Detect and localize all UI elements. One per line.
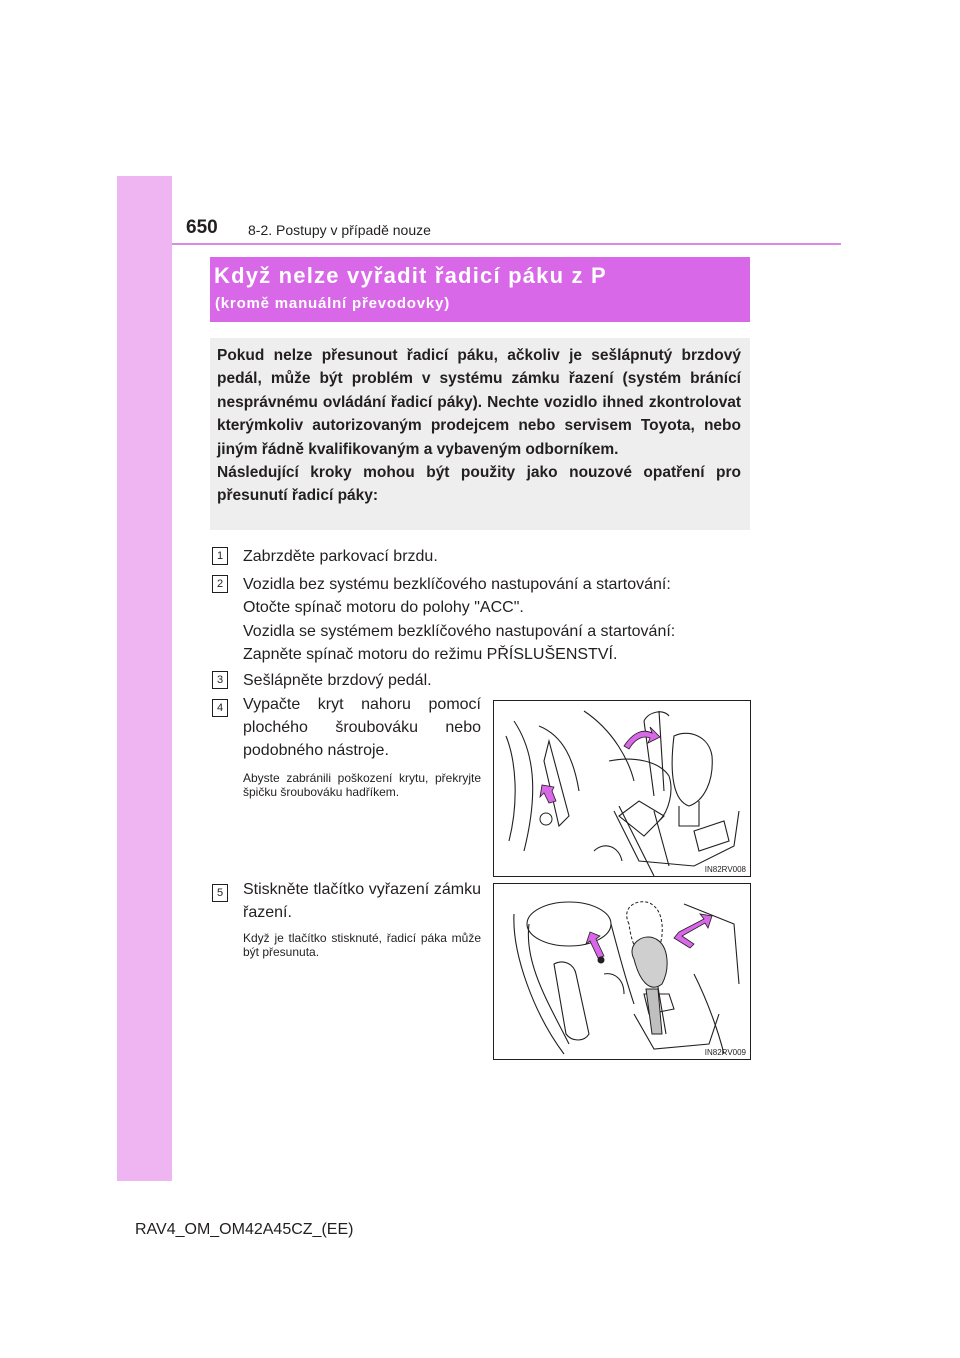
step-2-line-3: Vozidla se systémem bezklíčového nastupování a startování: — [243, 623, 676, 640]
step-5-text: Stiskněte tlačítko vyřazení zámku řazení. — [243, 881, 481, 921]
step-number-1: 1 — [212, 547, 228, 565]
sidebar-tab — [117, 176, 172, 1181]
step-2-line-1: Vozidla bez systému bezklíčového nastupování a startování: — [243, 576, 671, 593]
page-number: 650 — [186, 217, 218, 238]
down-arrow — [540, 785, 556, 803]
header-rule — [172, 243, 841, 245]
step-number-3: 3 — [212, 671, 228, 689]
page-subtitle: (kromě manuální převodovky) — [215, 295, 450, 312]
step-4-note: Abyste zabránili poškození krytu, překryjte špičku šroubováku hadříkem. — [243, 771, 481, 799]
intro-paragraph: Pokud nelze přesunout řadicí páku, ačkoliv je sešlápnutý brzdový pedál, může být problém v systému zámku řazení (systém bránící nesprávnému ovládání řadicí páky). Nechte vozidlo ihned zkontrolovat kterýmkoliv autorizovaným prodejcem nebo servisem Toyota, nebo jiným řádně kvalifikovaným a vybaveným odborníkem. — [217, 347, 741, 458]
footer-doc-code: RAV4_OM_OM42A45CZ_(EE) — [135, 1221, 354, 1238]
figure-label-1: IN82RV008 — [704, 865, 746, 874]
step-number-4: 4 — [212, 699, 228, 717]
intro-box — [210, 338, 750, 530]
intro-text — [217, 344, 741, 508]
step-5-note: Když je tlačítko stisknuté, řadicí páka může být přesunuta. — [243, 931, 481, 959]
figure-shift-lock-button — [493, 883, 751, 1060]
step-4-text: Vypačte kryt nahoru pomocí plochého šroubováku nebo podobného nástroje. — [243, 696, 481, 759]
shift-cover-illustration — [494, 701, 750, 876]
title-box — [210, 257, 750, 322]
shift-lock-illustration — [494, 884, 750, 1059]
page-title: Když nelze vyřadit řadicí páku z P — [214, 263, 607, 288]
intro-paragraph-2: Následující kroky mohou být použity jako nouzové opatření pro přesunutí řadicí páky: — [217, 464, 741, 505]
figure-shift-cover — [493, 700, 751, 877]
figure-label-2: IN82RV009 — [704, 1048, 746, 1057]
rotate-arrow — [624, 727, 660, 749]
shift-arrow — [674, 914, 712, 948]
step-number-5: 5 — [212, 884, 228, 902]
step-3-text: Sešlápněte brzdový pedál. — [243, 672, 432, 689]
step-2-line-2: Otočte spínač motoru do polohy "ACC". — [243, 599, 524, 616]
press-arrow — [586, 932, 604, 958]
step-1-text: Zabrzděte parkovací brzdu. — [243, 548, 438, 565]
section-title: 8-2. Postupy v případě nouze — [248, 222, 431, 238]
step-2-line-4: Zapněte spínač motoru do režimu PŘÍSLUŠENSTVÍ. — [243, 646, 618, 663]
step-number-2: 2 — [212, 575, 228, 593]
